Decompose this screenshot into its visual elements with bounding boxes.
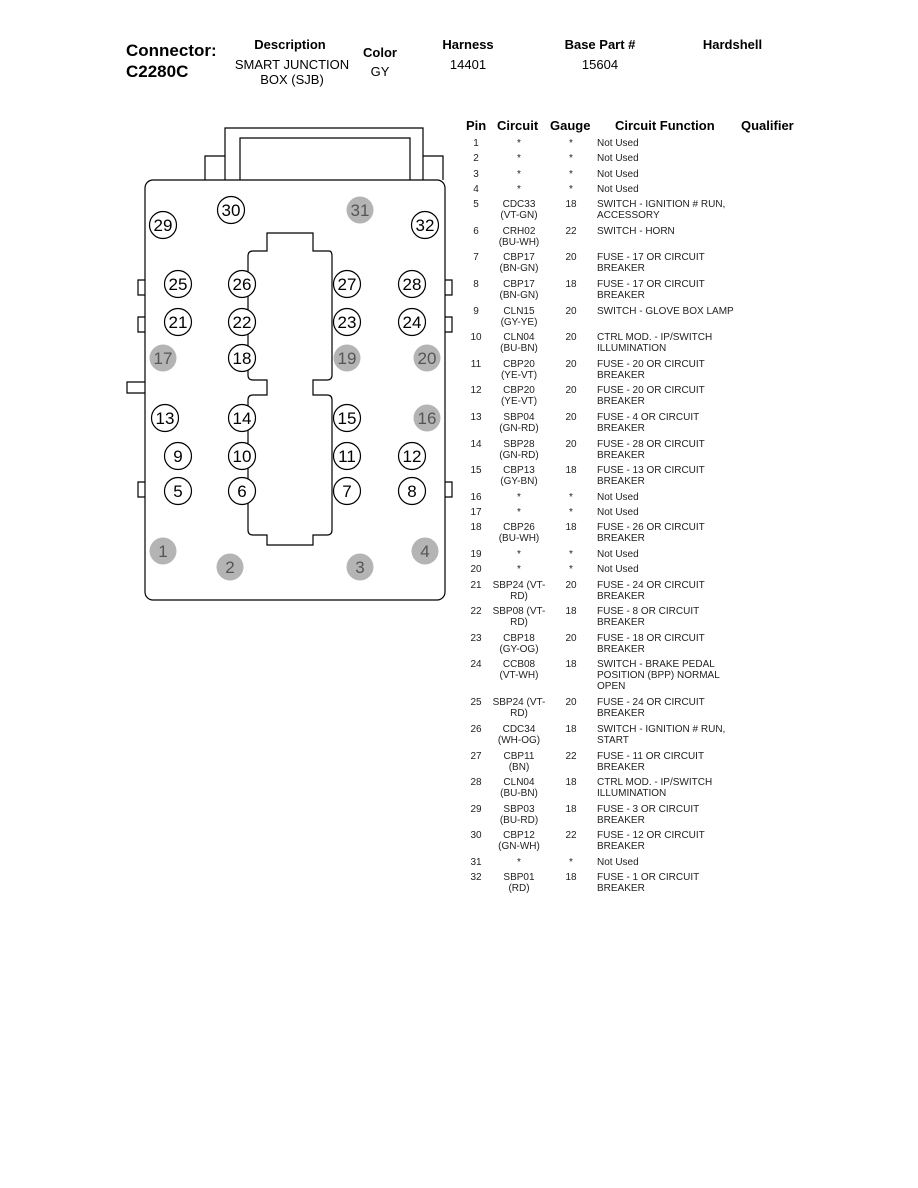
function-cell: Not Used [597,491,639,503]
gauge-cell: * [569,168,573,180]
pin-cell: 9 [473,305,479,317]
gauge-cell: 20 [565,438,577,450]
pin-cavity-13 [152,405,179,432]
pin-number: 31 [350,201,370,220]
circuit-cell: * [517,138,521,149]
gauge-cell: 20 [565,252,577,264]
pin-cell: 10 [470,332,482,344]
gauge-cell: 18 [565,872,577,884]
pin-number: 30 [221,201,241,220]
circuit-cell: * [517,549,521,560]
gauge-cell: 18 [565,803,577,815]
circuit-cell: CBP17 (BN-GN) [499,279,539,301]
pin-cell: 24 [470,659,482,671]
pin-number: 17 [153,349,173,368]
pin-cell: 28 [470,777,482,789]
function-column-header: Circuit Function [615,118,715,133]
pin-number: 18 [232,349,252,368]
pin-cavity-14 [229,405,256,432]
pin-cell: 20 [470,564,482,576]
circuit-cell: CBP13 (GY-BN) [500,465,538,488]
function-cell: SWITCH - GLOVE BOX LAMP [597,305,734,317]
circuit-cell: SBP24 (VT- RD) [492,579,546,602]
pin-cavity-31 [347,197,374,224]
gauge-cell: 22 [565,750,577,762]
function-cell: SWITCH - BRAKE PEDAL POSITION (BPP) NORMAL OPEN [597,659,720,693]
circuit-cell: CBP12 (GN-WH) [498,830,540,853]
pin-number: 3 [355,558,365,577]
pin-cell: 7 [473,252,479,264]
pin-cavity-11 [334,443,361,470]
gauge-cell: 22 [565,830,577,842]
gauge-cell: * [569,507,573,519]
pin-cell: 26 [470,724,482,735]
pin-number: 8 [407,482,417,501]
circuit-cell: CLN15 (GY-YE) [500,305,538,328]
function-cell: FUSE - 26 OR CIRCUIT BREAKER [597,522,705,545]
circuit-cell: * [517,857,521,868]
pin-cavity-7 [334,478,361,505]
function-cell: FUSE - 8 OR CIRCUIT BREAKER [597,606,700,629]
pin-cavity-22 [229,309,256,336]
pin-number: 29 [153,216,173,235]
gauge-cell: 20 [565,412,577,423]
pin-number: 10 [232,447,252,466]
pin-number: 32 [415,216,435,235]
pin-number: 1 [158,542,168,561]
gauge-cell: * [569,153,573,165]
function-cell: Not Used [597,857,639,868]
function-cell: FUSE - 4 OR CIRCUIT BREAKER [597,412,700,434]
description-heading: Description [254,37,326,52]
circuit-cell: SBP03 (BU-RD) [499,803,539,826]
description-line-2: BOX (SJB) [260,72,324,87]
pin-cell: 17 [470,507,482,519]
harness-heading: Harness [442,37,494,52]
function-cell: FUSE - 28 OR CIRCUIT BREAKER [597,438,705,461]
pin-number: 15 [337,409,357,428]
function-cell: Not Used [597,564,639,576]
pin-number: 24 [402,313,422,332]
circuit-cell: CLN04 (BU-BN) [500,777,538,800]
gauge-cell: 18 [565,279,577,290]
pin-cavity-28 [399,271,426,298]
circuit-cell: * [517,168,521,180]
function-cell: FUSE - 3 OR CIRCUIT BREAKER [597,803,700,826]
pin-cavity-2 [217,554,244,581]
pin-number: 13 [155,409,175,428]
pin-number: 9 [173,447,183,466]
color-value: GY [370,64,390,79]
gauge-cell: * [569,857,573,868]
gauge-cell: * [569,564,573,576]
pin-number: 14 [232,409,252,428]
base-part-value: 15604 [581,57,619,72]
function-cell: FUSE - 20 OR CIRCUIT BREAKER [597,358,705,381]
connector-header [126,40,217,82]
pin-cell: 8 [473,279,479,290]
pin-cavity-6 [229,478,256,505]
function-cell: FUSE - 1 OR CIRCUIT BREAKER [597,872,700,895]
circuit-cell: CBP17 (BN-GN) [499,252,539,275]
pin-cell: 4 [473,183,479,195]
circuit-cell: SBP04 (GN-RD) [499,412,539,434]
function-cell: FUSE - 18 OR CIRCUIT BREAKER [597,632,705,655]
circuit-cell: * [517,491,521,503]
base-part-heading: Base Part # [564,37,636,52]
pin-cell: 31 [470,857,482,868]
pin-cavity-26 [229,271,256,298]
pin-cell: 1 [473,138,479,149]
function-cell: SWITCH - HORN [597,225,675,237]
pin-cell: 30 [470,830,482,842]
gauge-cell: * [569,549,573,560]
description-line-1: SMART JUNCTION [234,57,350,72]
gauge-cell: 18 [565,659,577,671]
circuit-cell: * [517,564,521,576]
circuit-cell: SBP08 (VT- RD) [492,606,546,629]
circuit-cell: * [517,153,521,165]
gauge-cell: 20 [565,385,577,397]
pin-cell: 19 [470,549,482,560]
pin-cell: 16 [470,491,482,503]
pin-cavity-25 [165,271,192,298]
gauge-cell: 18 [565,777,577,789]
pin-cell: 22 [470,606,482,618]
function-cell: Not Used [597,507,639,519]
circuit-cell: CBP18 (GY-OG) [499,632,539,655]
pin-number: 16 [417,409,437,428]
description-value [222,57,362,87]
function-cell: FUSE - 17 OR CIRCUIT BREAKER [597,252,705,275]
gauge-cell: 18 [565,465,577,477]
pin-cavity-32 [412,212,439,239]
circuit-cell: CBP20 (YE-VT) [500,385,538,408]
function-cell: CTRL MOD. - IP/SWITCH ILLUMINATION [597,332,713,355]
pin-cavity-23 [334,309,361,336]
pin-cell: 2 [473,153,479,165]
gauge-cell: 20 [565,332,577,344]
pin-cavity-1 [150,538,177,565]
pin-cavity-4 [412,538,439,565]
harness-value: 14401 [449,57,487,72]
pin-number: 19 [337,349,357,368]
pin-cell: 18 [470,522,482,534]
pin-cell: 25 [470,697,482,709]
pin-cavity-18 [229,345,256,372]
pin-number: 4 [420,542,430,561]
pin-column-header: Pin [466,118,487,133]
circuit-cell: SBP28 (GN-RD) [499,438,539,461]
pin-number: 7 [342,482,352,501]
pin-cell: 27 [470,750,482,762]
qualifier-column-header: Qualifier [741,118,794,133]
pin-number: 20 [417,349,437,368]
function-cell: FUSE - 24 OR CIRCUIT BREAKER [597,697,705,720]
pin-number: 26 [232,275,252,294]
pin-cell: 6 [473,225,479,237]
gauge-cell: 18 [565,606,577,618]
pin-cell: 21 [470,579,482,591]
pin-cell: 13 [470,412,482,423]
pin-cavity-29 [150,212,177,239]
connector-label: Connector: [126,41,217,60]
circuit-cell: CCB08 (VT-WH) [499,659,539,682]
pin-cavity-8 [399,478,426,505]
gauge-column-header: Gauge [550,118,591,133]
pin-cavity-21 [165,309,192,336]
pin-cavity-19 [334,345,361,372]
function-cell: Not Used [597,168,639,180]
gauge-cell: 22 [565,225,577,237]
gauge-cell: 20 [565,579,577,591]
pin-cavity-15 [334,405,361,432]
pin-number: 25 [168,275,188,294]
pin-number: 6 [237,482,247,501]
circuit-cell: CBP11 (BN) [503,750,535,773]
function-cell: FUSE - 11 OR CIRCUIT BREAKER [597,750,705,773]
gauge-cell: * [569,491,573,503]
pin-cell: 12 [470,385,482,397]
pin-cavity-12 [399,443,426,470]
function-cell: FUSE - 17 OR CIRCUIT BREAKER [597,279,705,301]
pin-number: 11 [338,447,356,466]
pin-number: 21 [168,313,188,332]
pin-cell: 15 [470,465,482,477]
function-cell: FUSE - 24 OR CIRCUIT BREAKER [597,579,705,602]
gauge-cell: 20 [565,358,577,370]
pin-number: 27 [337,275,357,294]
pin-cavity-9 [165,443,192,470]
circuit-cell: SBP01 (RD) [503,872,535,895]
gauge-cell: 18 [565,522,577,534]
circuit-column-header: Circuit [497,118,539,133]
pin-cavity-10 [229,443,256,470]
circuit-cell: CDC34 (WH-OG) [497,724,541,746]
circuit-cell: CBP20 (YE-VT) [500,358,538,381]
gauge-cell: 20 [565,632,577,644]
function-cell: Not Used [597,153,639,165]
pin-cell: 23 [470,632,482,644]
pin-cavity-27 [334,271,361,298]
circuit-cell: * [517,183,521,195]
function-cell: FUSE - 12 OR CIRCUIT BREAKER [597,830,705,853]
pin-cell: 32 [470,872,482,884]
function-cell: Not Used [597,183,639,195]
pin-cavity-16 [414,405,441,432]
gauge-cell: 18 [565,724,577,735]
function-cell: FUSE - 20 OR CIRCUIT BREAKER [597,385,705,408]
circuit-cell: SBP24 (VT- RD) [492,697,546,720]
gauge-cell: 18 [565,199,577,211]
pin-number: 5 [173,482,183,501]
pin-cell: 29 [470,803,482,815]
pin-number: 28 [402,275,422,294]
pin-number: 23 [337,313,357,332]
function-cell: Not Used [597,138,639,149]
pin-cavity-5 [165,478,192,505]
pin-cavity-3 [347,554,374,581]
pin-cell: 11 [470,358,482,370]
circuit-cell: CRH02 (BU-WH) [498,225,540,248]
pin-number: 22 [232,313,252,332]
circuit-cell: CDC33 (VT-GN) [500,199,538,222]
pin-cavity-17 [150,345,177,372]
function-cell: SWITCH - IGNITION # RUN, START [597,724,726,746]
gauge-cell: 20 [565,305,577,317]
function-cell: CTRL MOD. - IP/SWITCH ILLUMINATION [597,777,713,800]
pin-cavity-30 [218,197,245,224]
pin-cavities [150,197,441,581]
connector-housing [127,128,452,600]
pin-cell: 3 [473,168,479,180]
pin-cavity-24 [399,309,426,336]
pin-number: 12 [402,447,422,466]
gauge-cell: 20 [565,697,577,709]
function-cell: SWITCH - IGNITION # RUN, ACCESSORY [597,199,726,222]
function-cell: Not Used [597,549,639,560]
circuit-cell: * [517,507,521,519]
gauge-cell: * [569,138,573,149]
color-heading: Color [363,45,397,60]
gauge-cell: * [569,183,573,195]
circuit-cell: CBP26 (BU-WH) [498,522,540,545]
connector-id: C2280C [126,62,189,81]
pin-number: 2 [225,558,235,577]
circuit-cell: CLN04 (BU-BN) [500,332,538,355]
function-cell: FUSE - 13 OR CIRCUIT BREAKER [597,465,705,488]
pin-cell: 5 [473,199,479,211]
pin-cell: 14 [470,438,482,450]
connector-face-diagram [125,120,455,610]
pin-cavity-20 [414,345,441,372]
hardshell-heading: Hardshell [702,37,763,52]
